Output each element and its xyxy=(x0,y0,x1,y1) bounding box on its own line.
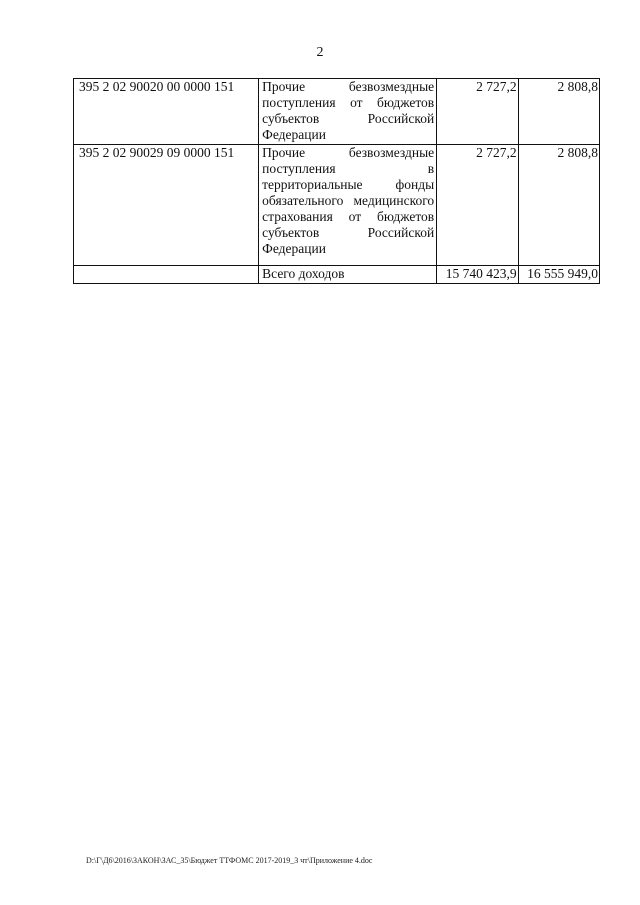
amount-year2-cell: 2 808,8 xyxy=(518,145,599,266)
amount-year1-cell: 2 727,2 xyxy=(437,145,518,266)
revenue-table xyxy=(73,78,600,284)
amount-year1-cell: 2 727,2 xyxy=(437,79,518,145)
total-label-cell: Всего доходов xyxy=(259,266,437,284)
revenue-name-cell: Прочие безвозмездные поступления в территориальные фонды обязательного медицинского страхования от бюджетов субъектов Российской Федерации xyxy=(259,145,437,266)
budget-code-cell: 395 2 02 90020 00 0000 151 xyxy=(74,79,259,145)
table-row xyxy=(74,145,600,266)
total-year1-cell: 15 740 423,9 xyxy=(437,266,518,284)
revenue-name-cell: Прочие безвозмездные поступления от бюджетов субъектов Российской Федерации xyxy=(259,79,437,145)
budget-code-cell: 395 2 02 90029 09 0000 151 xyxy=(74,145,259,266)
page-number: 2 xyxy=(316,45,324,60)
file-path-footer: D:\Г\Д6\2016\ЗАКОН\ЗАС_35\Бюджет ТТФОМС 2017-2019_3 чт\Приложение 4.doc xyxy=(86,856,373,865)
table-row xyxy=(74,266,600,284)
total-year2-cell: 16 555 949,0 xyxy=(518,266,599,284)
budget-code-cell xyxy=(74,266,259,284)
table-row xyxy=(74,79,600,145)
amount-year2-cell: 2 808,8 xyxy=(518,79,599,145)
